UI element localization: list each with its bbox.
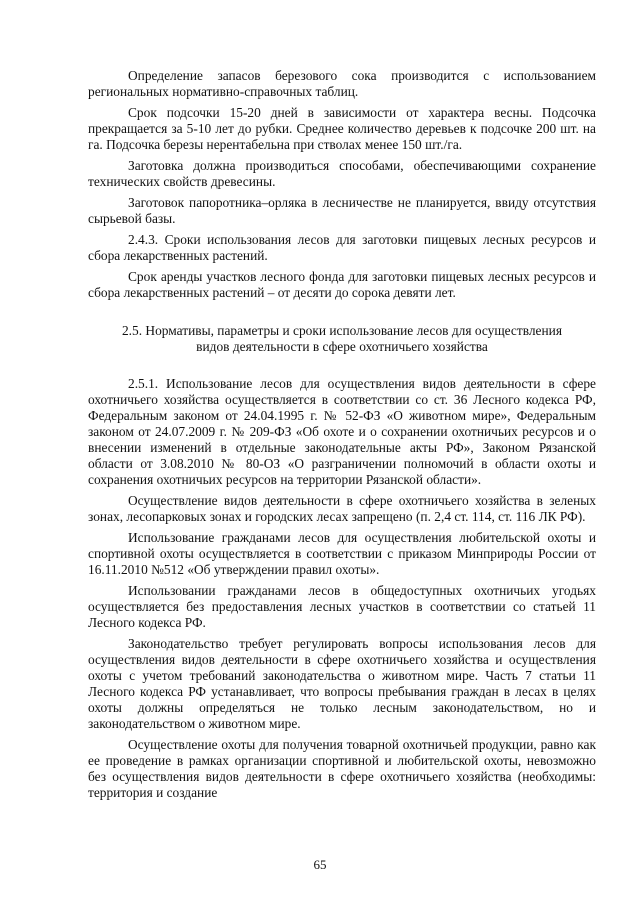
paragraph-public-grounds: Использовании гражданами лесов в общедоступных охотничьих угодьях осуществляется без предоставления лесных участков в соответствии со статьей 11 Лесного кодекса РФ. (88, 583, 596, 630)
paragraph-harvest-method: Заготовка должна производиться способами, обеспечивающими сохранение технических свойств древесины. (88, 158, 596, 189)
section-2-4-text (88, 68, 596, 301)
heading-line-1: 2.5. Нормативы, параметры и сроки использование лесов для осуществления (121, 323, 562, 338)
paragraph-bracken: Заготовок папоротника–орляка в лесничестве не планируется, ввиду отсутствия сырьевой базы. (88, 195, 596, 226)
heading-line-2: видов деятельности в сфере охотничьего хозяйства (196, 339, 488, 354)
paragraph-birch-sap: Определение запасов березового сока производится с использованием региональных нормативно-справочных таблиц. (88, 68, 596, 99)
paragraph-tapping-period: Срок подсочки 15-20 дней в зависимости от характера весны. Подсочка прекращается за 5-10 лет до рубки. Среднее количество деревьев к подсочке 200 шт. на га. Подсочка березы нерентабельна при стволах менее 150 шт./га. (88, 105, 596, 152)
section-heading-2-5 (88, 323, 596, 355)
paragraph-lease-term: Срок аренды участков лесного фонда для заготовки пищевых лесных ресурсов и сбора лекарственных растений – от десяти до сорока девяти лет. (88, 269, 596, 300)
paragraph-green-zones: Осуществление видов деятельности в сфере охотничьего хозяйства в зеленых зонах, лесопарковых зонах и городских лесах запрещено (п. 2,4 ст. 114, ст. 116 ЛК РФ). (88, 493, 596, 524)
paragraph-commercial-hunting: Осуществление охоты для получения товарной охотничьей продукции, равно как ее проведение в рамках организации спортивной и любительской охоты, невозможно без осуществления видов деятельности в сфере охотничьего хозяйства (необходимы: территория и создание (88, 737, 596, 800)
paragraph-2-4-3: 2.4.3. Сроки использования лесов для заготовки пищевых лесных ресурсов и сбора лекарственных растений. (88, 232, 596, 263)
paragraph-2-5-1: 2.5.1. Использование лесов для осуществления видов деятельности в сфере охотничьего хозяйства осуществляется в соответствии со ст. 36 Лесного кодекса РФ, Федеральным законом от 24.04.1995 г. № 52-ФЗ «О животном мире», Федеральным законом от 24.07.2009 г. № 209-ФЗ «Об охоте и о сохранении охотничьих ресурсов и о внесении изменений в отдельные законодательные акты РФ», Законом Рязанской области от 3.08.2010 № 80-ОЗ «О разграничении полномочий в области охоты и сохранения охотничьих ресурсов на территории Рязанской области». (88, 376, 596, 487)
section-2-5-text (88, 376, 596, 801)
paragraph-legislation: Законодательство требует регулировать вопросы использования лесов для осуществления видов деятельности в сфере охотничьего хозяйства и осуществления охоты с учетом требований законодательства о животном мире. Часть 7 статьи 11 Лесного кодекса РФ устанавливает, что вопросы пребывания граждан в лесах в целях охоты должны определяться не только лесным законодательством, но и законодательством о животном мире. (88, 636, 596, 731)
paragraph-amateur-hunting: Использование гражданами лесов для осуществления любительской охоты и спортивной охоты осуществляется в соответствии с приказом Минприроды России от 16.11.2010 №512 «Об утверждении правил охоты». (88, 530, 596, 577)
page-number: 65 (313, 857, 327, 872)
